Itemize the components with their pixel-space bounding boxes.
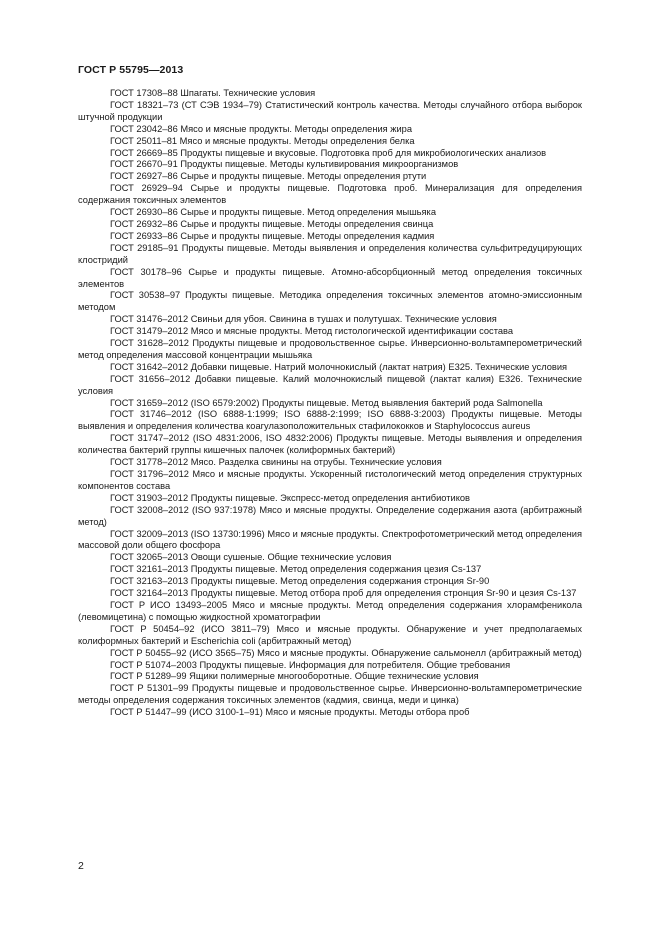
reference-entry: ГОСТ 32163–2013 Продукты пищевые. Метод определения содержания стронция Sr-90 (110, 576, 490, 587)
reference-entry: ГОСТ 32164–2013 Продукты пищевые. Метод отбора проб для определения стронция Sr-90 и цезия Cs-137 (110, 588, 577, 599)
reference-entry: ГОСТ 31746–2012 (ISO 6888-1:1999; ISO 6888-2:1999; ISO 6888-3:2003) Продукты пищевые. Методы выявления и определения количества коагулазоположительных стафилококков и Staphylococcus aureus (78, 409, 582, 432)
reference-entry: ГОСТ 25011–81 Мясо и мясные продукты. Методы определения белка (110, 135, 415, 146)
reference-entry: ГОСТ 31659–2012 (ISO 6579:2002) Продукты пищевые. Метод выявления бактерий рода Salmonella (110, 397, 543, 408)
reference-entry: ГОСТ Р 51447–99 (ИСО 3100-1–91) Мясо и мясные продукты. Методы отбора проб (110, 707, 470, 718)
reference-entry: ГОСТ 32065–2013 Овощи сушеные. Общие технические условия (110, 552, 392, 563)
reference-entry: ГОСТ 26669–85 Продукты пищевые и вкусовые. Подготовка проб для микробиологических анализов (110, 147, 547, 158)
reference-entry: ГОСТ Р 51074–2003 Продукты пищевые. Информация для потребителя. Общие требования (110, 659, 511, 670)
reference-entry: ГОСТ 31903–2012 Продукты пищевые. Экспресс-метод определения антибиотиков (110, 492, 470, 503)
reference-entry: ГОСТ 26932–86 Сырье и продукты пищевые. Методы определения свинца (110, 218, 434, 229)
page-number: 2 (78, 860, 84, 872)
reference-entry: ГОСТ 31479–2012 Мясо и мясные продукты. Метод гистологической идентификации состава (110, 326, 514, 337)
references-list (78, 88, 582, 719)
reference-entry: ГОСТ 26927–86 Сырье и продукты пищевые. Методы определения ртути (110, 171, 427, 182)
reference-entry: ГОСТ 31656–2012 Добавки пищевые. Калий молочнокислый пищевой (лактат калия) Е326. Технические условия (78, 373, 582, 396)
reference-entry: ГОСТ 29185–91 Продукты пищевые. Методы выявления и определения количества сульфитредуцирующих клостридий (78, 242, 582, 265)
document-header: ГОСТ Р 55795—2013 (78, 64, 184, 76)
reference-entry: ГОСТ Р 50455–92 (ИСО 3565–75) Мясо и мясные продукты. Обнаружение сальмонелл (арбитражный метод) (110, 647, 582, 658)
reference-entry: ГОСТ 32008–2012 (ISO 937:1978) Мясо и мясные продукты. Определение содержания азота (арбитражный метод) (78, 504, 582, 527)
reference-entry: ГОСТ 31628–2012 Продукты пищевые и продовольственное сырье. Инверсионно-вольтамперометрический метод определения массовой концентрации мышьяка (78, 338, 582, 360)
reference-entry: ГОСТ 26933–86 Сырье и продукты пищевые. Методы определения кадмия (110, 230, 435, 241)
reference-entry: ГОСТ 26929–94 Сырье и продукты пищевые. Подготовка проб. Минерализация для определения содержания токсичных элементов (78, 183, 582, 206)
reference-entry: ГОСТ 31796–2012 Мясо и мясные продукты. Ускоренный гистологический метод определения структурных компонентов состава (78, 469, 582, 491)
reference-entry: ГОСТ 26930–86 Сырье и продукты пищевые. Метод определения мышьяка (110, 207, 436, 218)
reference-entry: ГОСТ Р 51289–99 Ящики полимерные многооборотные. Общие технические условия (110, 671, 479, 682)
reference-entry: ГОСТ Р 50454–92 (ИСО 3811–79) Мясо и мясные продукты. Обнаружение и учет предполагаемых колиформных бактерий и Escherichia coli (арбитражный метод) (78, 623, 582, 646)
reference-entry: ГОСТ 31747–2012 (ISO 4831:2006, ISO 4832:2006) Продукты пищевые. Методы выявления и определения количества бактерий группы кишечных палочек (колиформных бактерий) (78, 433, 582, 456)
reference-entry: ГОСТ 32009–2013 (ISO 13730:1996) Мясо и мясные продукты. Спектрофотометрический метод определения массовой доли общего фосфора (78, 528, 582, 551)
reference-entry: ГОСТ 30178–96 Сырье и продукты пищевые. Атомно-абсорбционный метод определения токсичных элементов (78, 266, 582, 289)
reference-entry: ГОСТ 18321–73 (СТ СЭВ 1934–79) Статистический контроль качества. Методы случайного отбора выборок штучной продукции (78, 99, 582, 122)
reference-entry: ГОСТ 26670–91 Продукты пищевые. Методы культивирования микроорганизмов (110, 159, 459, 170)
reference-entry: ГОСТ 17308–88 Шпагаты. Технические условия (110, 88, 316, 98)
reference-entry: ГОСТ 31476–2012 Свиньи для убоя. Свинина в тушах и полутушах. Технические условия (110, 314, 497, 325)
reference-entry: ГОСТ Р ИСО 13493–2005 Мясо и мясные продукты. Метод определения содержания хлорамфеникола (левомицетина) с помощью жидкостной хроматографии (78, 599, 582, 622)
reference-entry: ГОСТ 30538–97 Продукты пищевые. Методика определения токсичных элементов атомно-эмиссионным методом (78, 290, 582, 313)
reference-entry: ГОСТ 23042–86 Мясо и мясные продукты. Методы определения жира (110, 123, 413, 134)
reference-entry: ГОСТ 31642–2012 Добавки пищевые. Натрий молочнокислый (лактат натрия) Е325. Технические условия (110, 361, 568, 372)
reference-entry: ГОСТ 31778–2012 Мясо. Разделка свинины на отрубы. Технические условия (110, 457, 442, 468)
reference-entry: ГОСТ 32161–2013 Продукты пищевые. Метод определения содержания цезия Cs-137 (110, 564, 482, 575)
reference-entry: ГОСТ Р 51301–99 Продукты пищевые и продовольственное сырье. Инверсионно-вольтамперометрические методы определения содержания токсичных элементов (кадмия, свинца, меди и цинка) (78, 683, 582, 706)
